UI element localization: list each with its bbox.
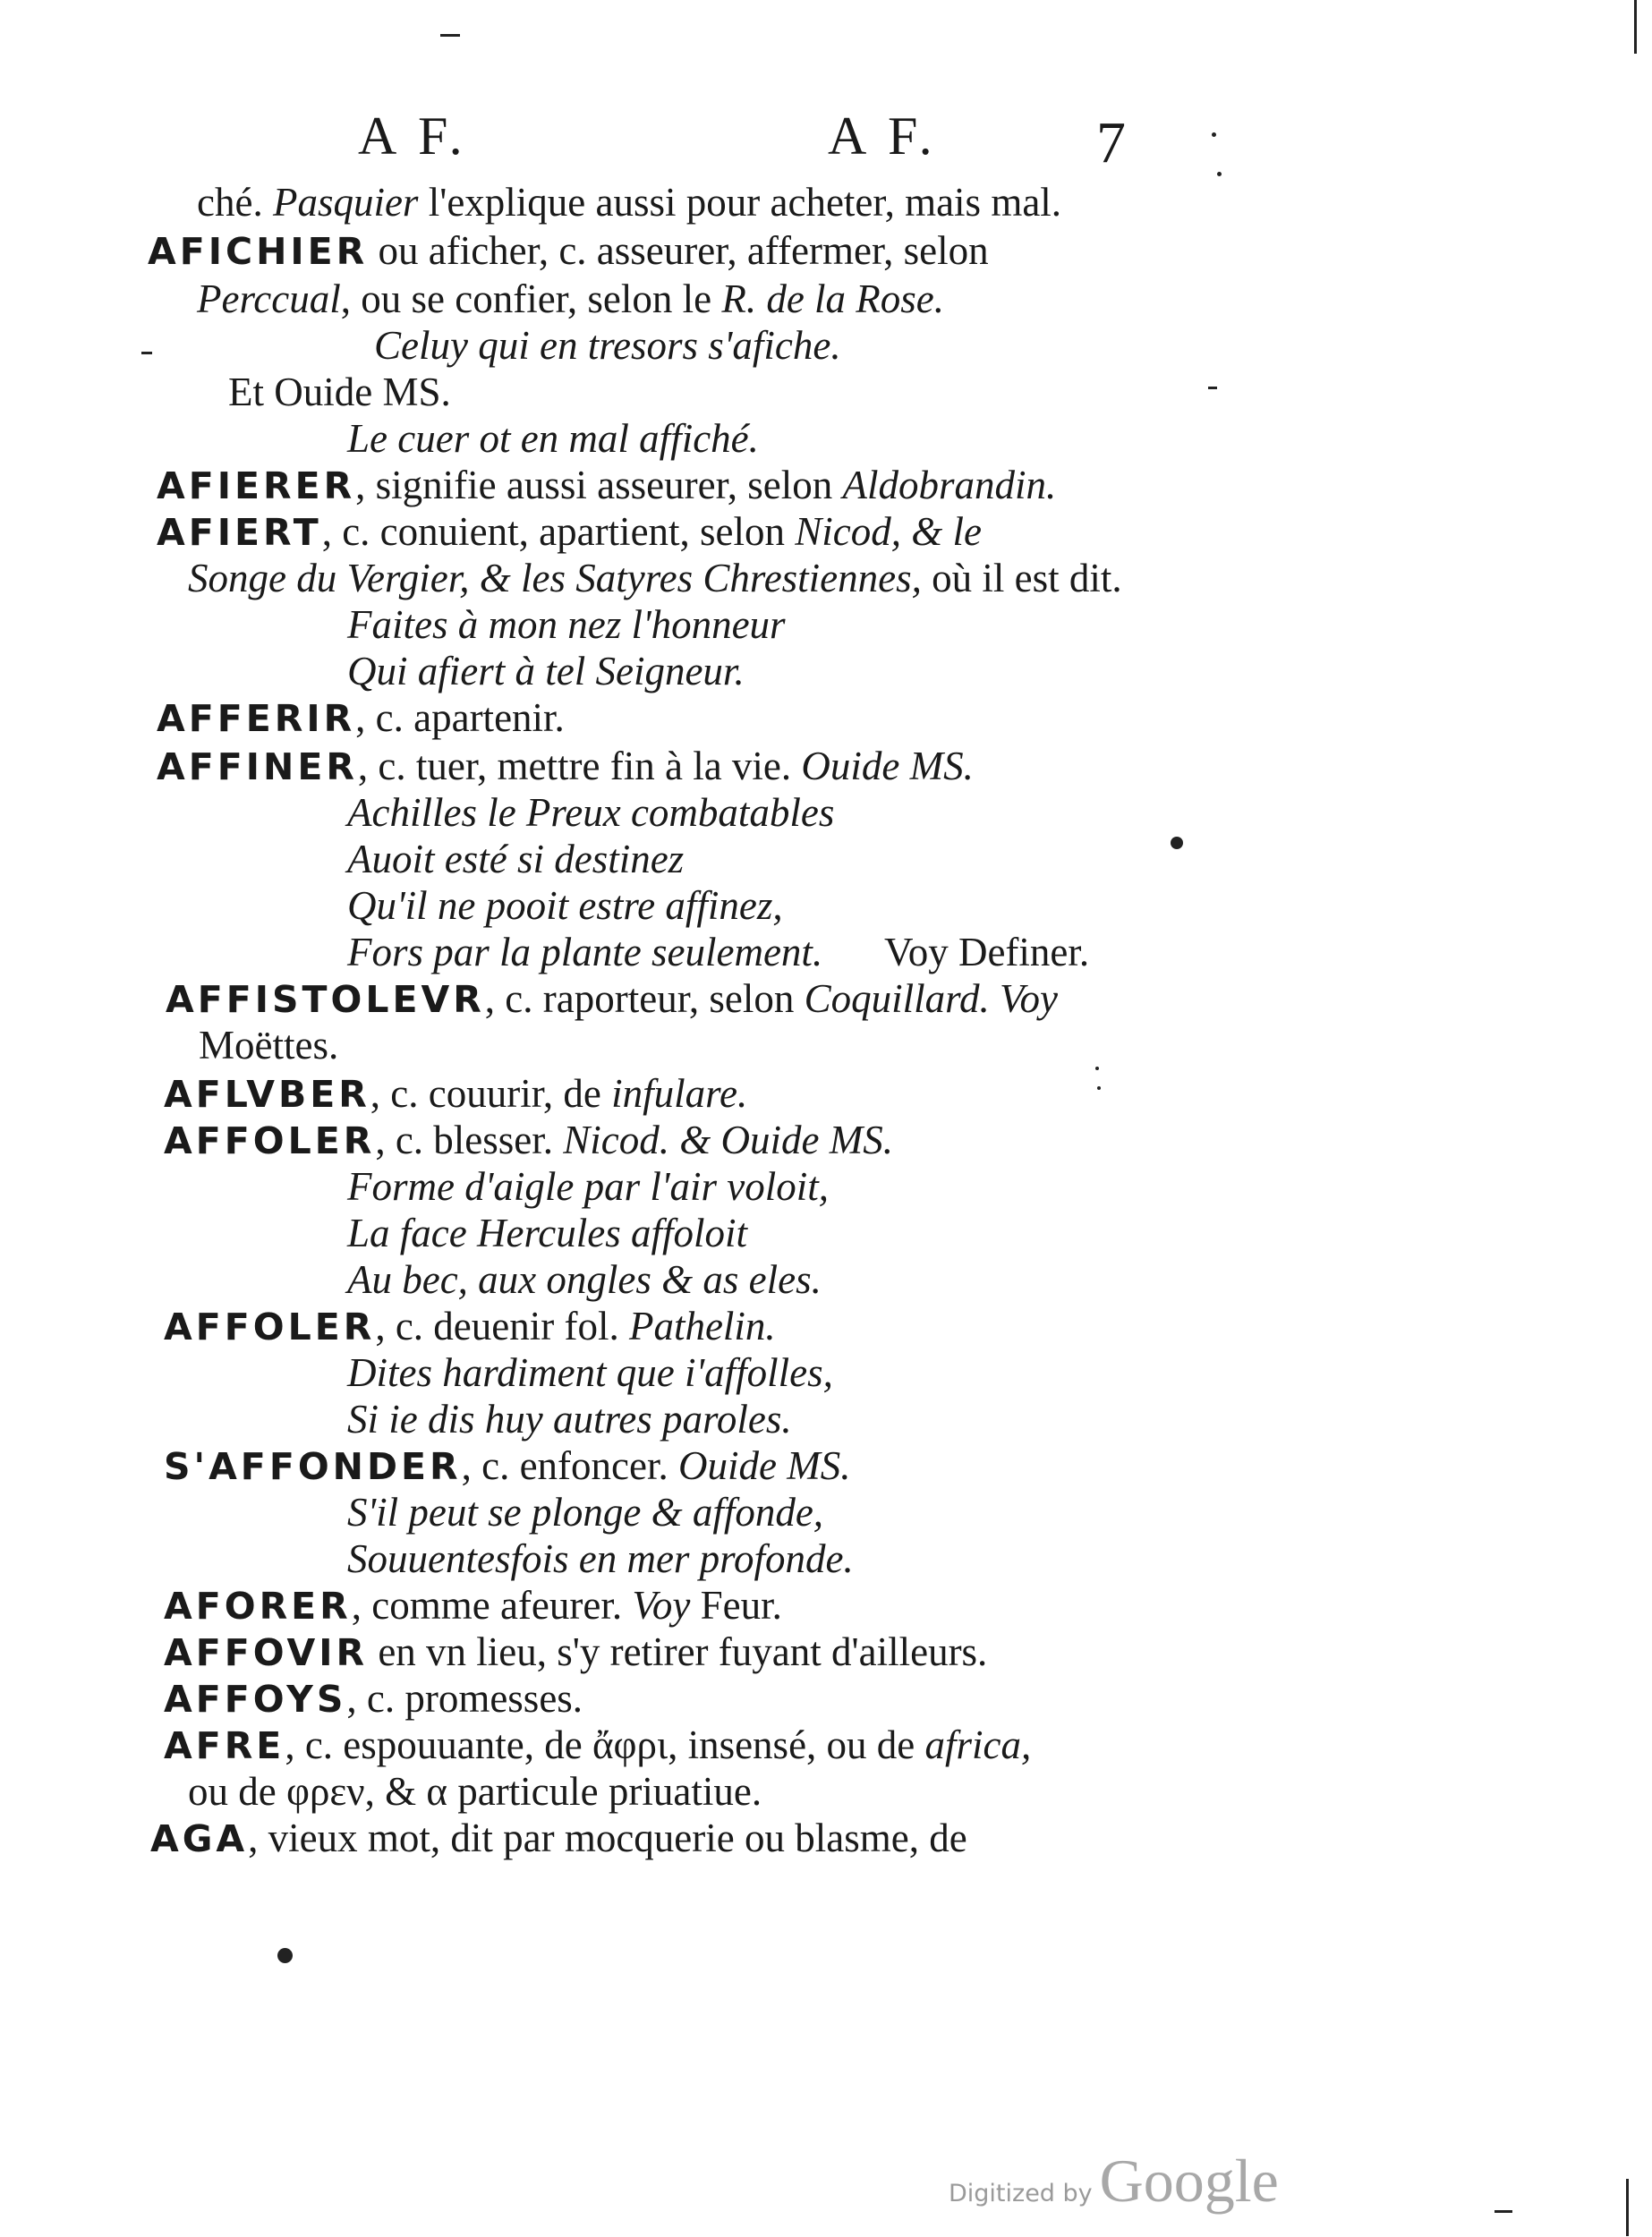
headword: S'AFFONDER xyxy=(164,1445,462,1488)
specks xyxy=(1494,2210,1512,2213)
headword: AFFERIR xyxy=(157,697,356,740)
page-edge-mark xyxy=(1626,2179,1629,2236)
verse-line: Qu'il ne pooit estre affinez, xyxy=(347,883,783,928)
specks xyxy=(440,34,460,37)
headword: AFFOLER xyxy=(164,1306,376,1348)
entry-afiert: AFIERT, c. conuient, apartient, selon Nicod, & le xyxy=(157,509,982,554)
headword: AFFOVIR xyxy=(164,1631,369,1674)
verse-line: La face Hercules affoloit xyxy=(347,1211,748,1255)
entry-affistoleur: AFFISTOLEVR, c. raporteur, selon Coquillard. Voy xyxy=(166,976,1058,1021)
entry-aga: AGA, vieux mot, dit par mocquerie ou blasme, de xyxy=(150,1816,967,1860)
specks xyxy=(1217,172,1222,176)
entry-aforer: AFORER, comme afeurer. Voy Feur. xyxy=(164,1583,782,1628)
headword: AFIERER xyxy=(157,464,356,507)
headword: AGA xyxy=(150,1817,249,1860)
verse-line: Faites à mon nez l'honneur xyxy=(347,602,786,647)
headword: AFFOLER xyxy=(164,1119,376,1162)
entry-affovir: AFFOVIR en vn lieu, s'y retirer fuyant d'ailleurs. xyxy=(164,1629,988,1674)
specks xyxy=(1097,1086,1101,1090)
verse-line: S'il peut se plonge & affonde, xyxy=(347,1490,824,1535)
verse-line: Auoit esté si destinez xyxy=(347,837,685,881)
headword: AFICHIER xyxy=(148,230,369,273)
headword: AFIERT xyxy=(157,511,322,554)
page-edge-mark xyxy=(1634,0,1637,54)
headword: AFLVBER xyxy=(164,1073,370,1116)
verse-line: Dites hardiment que i'affolles, xyxy=(347,1350,833,1395)
verse-line: Souuentesfois en mer profonde. xyxy=(347,1536,854,1581)
verse-line: Celuy qui en tresors s'afiche. xyxy=(374,323,841,368)
text-line: ou de φρεν, & α particule priuatiue. xyxy=(188,1769,762,1814)
page-number: 7 xyxy=(1096,110,1131,175)
text-line: Moëttes. xyxy=(199,1023,339,1067)
headword: AFFISTOLEVR xyxy=(166,978,485,1021)
entry-affoys: AFFOYS, c. promesses. xyxy=(164,1676,583,1721)
specks xyxy=(141,352,152,354)
text-line: Songe du Vergier, & les Satyres Chrestiennes, où il est dit. xyxy=(188,556,1122,600)
entry-affiner: AFFINER, c. tuer, mettre fin à la vie. Ouide MS. xyxy=(157,744,974,788)
verse-line: Le cuer ot en mal affiché. xyxy=(347,416,759,461)
running-header-left: A F. xyxy=(358,106,468,166)
verse-line: Au bec, aux ongles & as eles. xyxy=(347,1257,822,1302)
entry-affoler: AFFOLER, c. blesser. Nicod. & Ouide MS. xyxy=(164,1118,893,1162)
google-logo: Google xyxy=(1099,2147,1279,2215)
entry-afierer: AFIERER, signifie aussi asseurer, selon Aldobrandin. xyxy=(157,463,1057,507)
verse-line: Si ie dis huy autres paroles. xyxy=(347,1397,792,1442)
watermark-prefix: Digitized by xyxy=(949,2180,1093,2207)
entry-afferir: AFFERIR, c. apartenir. xyxy=(157,695,565,740)
specks xyxy=(1095,1067,1099,1070)
text-line: Perccual, ou se confier, selon le R. de la Rose. xyxy=(197,276,945,321)
verse-line: Qui afiert à tel Seigneur. xyxy=(347,649,745,693)
headword: AFORER xyxy=(164,1585,352,1628)
digitized-watermark xyxy=(949,2146,1279,2216)
entry-afichier: AFICHIER ou aficher, c. asseurer, affermer, selon xyxy=(148,228,989,273)
text-line: Et Ouide MS. xyxy=(228,370,451,414)
ink-mark xyxy=(1171,837,1183,849)
specks xyxy=(1212,132,1216,137)
text-line: ché. Pasquier l'explique aussi pour acheter, mais mal. xyxy=(197,180,1062,225)
verse-line: Achilles le Preux combatables xyxy=(347,790,835,835)
verse-line: Forme d'aigle par l'air voloit, xyxy=(347,1164,829,1209)
headword: AFRE xyxy=(164,1724,285,1767)
specks xyxy=(1208,387,1217,389)
entry-aflvber: AFLVBER, c. couurir, de infulare. xyxy=(164,1071,748,1116)
entry-saffonder: S'AFFONDER, c. enfoncer. Ouide MS. xyxy=(164,1443,851,1488)
ink-mark xyxy=(277,1948,293,1963)
verse-line: Fors par la plante seulement. Voy Definer. xyxy=(347,930,1090,974)
entry-afre: AFRE, c. espouuante, de ἄφρι, insensé, ou de africa, xyxy=(164,1722,1032,1767)
headword: AFFINER xyxy=(157,745,358,788)
running-header-right: A F. xyxy=(828,106,938,166)
headword: AFFOYS xyxy=(164,1678,347,1721)
entry-affoler-2: AFFOLER, c. deuenir fol. Pathelin. xyxy=(164,1304,776,1348)
